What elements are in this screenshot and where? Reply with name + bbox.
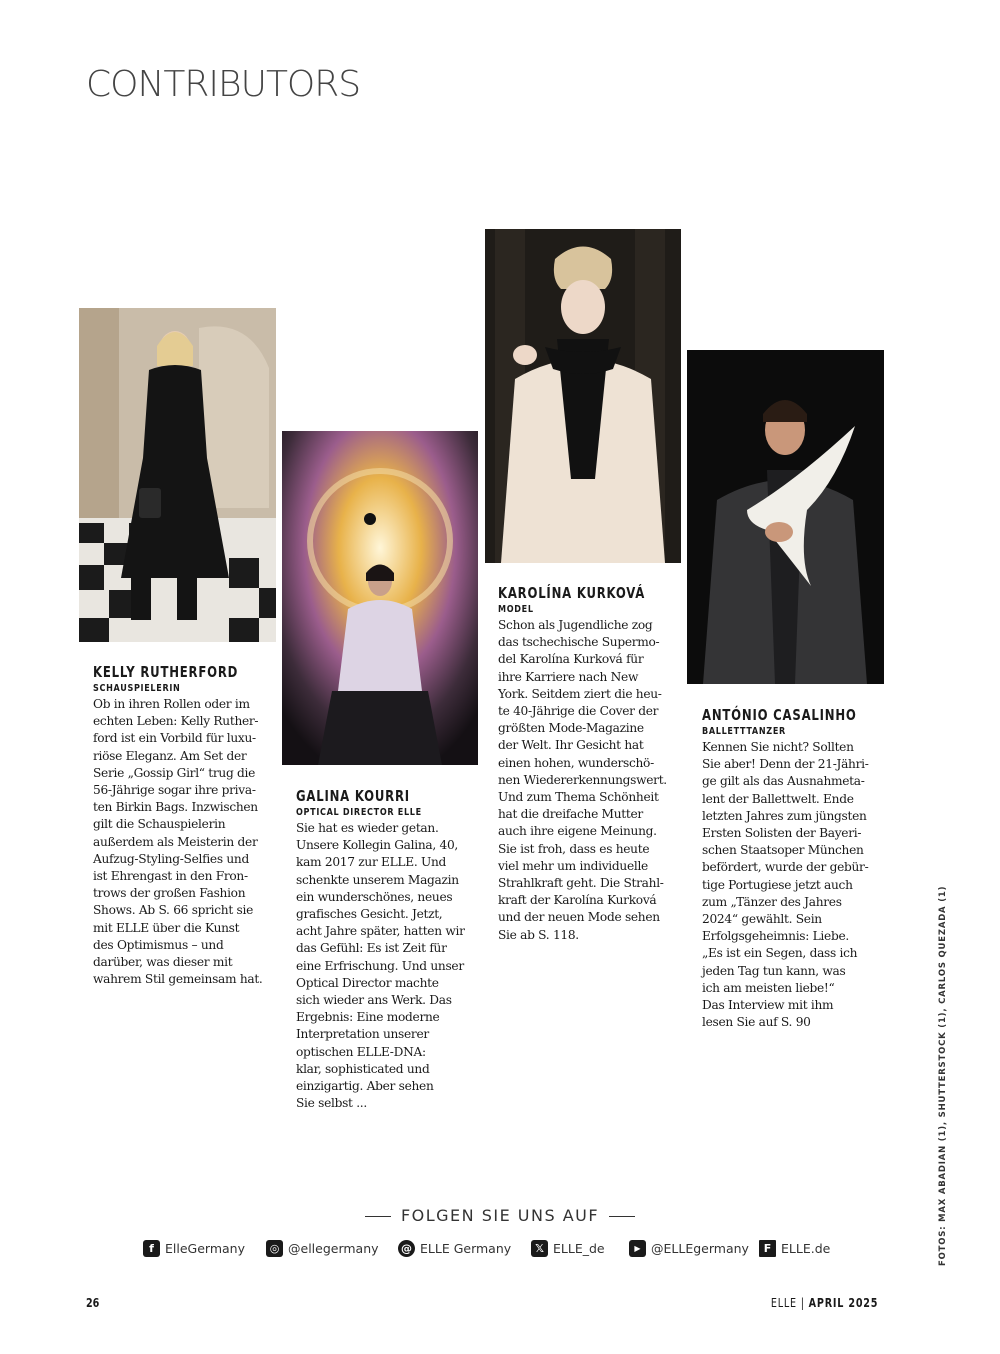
follow-heading-label: FOLGEN SIE UNS AUF [400,1206,600,1225]
photo-credit: FOTOS: MAX ABADIAN (1), SHUTTERSTOCK (1), CARLOS QUEZADA (1) [938,885,948,1266]
social-link-x[interactable] [531,1240,605,1257]
contributor-name: GALINA KOURRI [296,787,410,805]
galina-kourri-entry [296,787,476,1112]
social-handle: @ELLEgermany [651,1241,749,1256]
contributor-role: OPTICAL DIRECTOR ELLE [296,807,422,818]
contributor-role: BALLETTTÄNZER [702,726,786,737]
social-handle: @ellegermany [288,1241,379,1256]
contributor-name: KAROLÍNA KURKOVÁ [498,584,646,602]
social-handle: ELLE Germany [420,1241,512,1256]
social-handle: ELLE_de [553,1241,605,1256]
flipboard-icon: F [759,1240,776,1257]
contributor-bio: Ob in ihren Rollen oder im echten Leben: Kelly Ruther- ford ist ein Vorbild für luxu- riöse Eleganz. Am Set der Serie „Gossip Girl“ trug die 56-Jährige sogar ihre priva- ten Birkin Bags. Inzwischen gilt die Schauspielerin außerdem als Meisterin der Aufzug-Styling-Selfies und ist Ehrengast in den Fron- trows der großen Fashion Shows. Ab S. 66 spricht sie mit ELLE über die Kunst des Optimismus – und darüber, was dieser mit wahrem Stil gemeinsam hat. [93,697,263,987]
contributor-name: ANTÓNIO CASALINHO [702,706,857,724]
galina-kourri-photo [282,431,478,765]
footer-separator: | [800,1296,805,1310]
youtube-icon: ▶ [629,1240,646,1257]
kelly-rutherford-photo [79,308,276,642]
page-number: 26 [86,1296,100,1310]
divider [365,1216,391,1217]
karolina-kurkova-photo [485,229,681,563]
contributor-bio: Schon als Jugendliche zog das tschechische Supermo- del Karolína Kurková für ihre Karriere nach New York. Seitdem ziert die heu- te 40-Jährige die Cover der größten Mode-Magazine der Welt. Ihr Gesicht hat einen hohen, wunderschö- nen Wiedererkennungswert. Und zum Thema Schönheit hat die dreifache Mutter auch ihre eigene Meinung. Sie ist froh, dass es heute viel mehr um individuelle Strahlkraft geht. Die Strahl- kraft der Karolína Kurková und der neuen Mode sehen Sie ab S. 118. [498,618,667,942]
contributor-bio: Kennen Sie nicht? Sollten Sie aber! Denn der 21-Jähri- ge gilt als das Ausnahmeta- lent der Ballettwelt. Ende letzten Jahres zum jüngsten Ersten Solisten der Bayeri- schen Staatsoper München befördert, wurde der gebür- tige Portugiese jetzt auch zum „Tänzer des Jahres 2024“ gewählt. Sein Erfolgsgeheimnis: Liebe. „Es ist ein Segen, dass ich jeden Tag tun kann, was ich am meisten liebe!“ Das Interview mit ihm lesen Sie auf S. 90 [702,740,869,1030]
footer-issue: APRIL 2025 [808,1296,878,1310]
page-title: CONTRIBUTORS [86,64,361,105]
social-link-facebook[interactable] [143,1240,245,1257]
contributor-name: KELLY RUTHERFORD [93,663,239,681]
kelly-rutherford-entry [93,663,273,988]
contributor-role: SCHAUSPIELERIN [93,683,181,694]
contributor-bio: Sie hat es wieder getan. Unsere Kollegin Galina, 40, kam 2017 zur ELLE. Und schenkte unserem Magazin ein wunderschönes, neues grafisches Gesicht. Jetzt, acht Jahre später, hatten wir das Gefühl: Es ist Zeit für eine Erfrischung. Und unser Optical Director machte sich wieder ans Werk. Das Ergebnis: Eine moderne Interpretation unserer optischen ELLE-DNA: klar, sophisticated und einzigartig. Aber sehen Sie selbst ... [296,821,465,1111]
follow-heading [0,1206,1000,1225]
social-handle: ElleGermany [165,1241,245,1256]
contributor-role: MODEL [498,604,534,615]
social-handle: ELLE.de [781,1241,831,1256]
social-link-flipboard[interactable] [759,1240,830,1257]
facebook-icon: f [143,1240,160,1257]
divider [609,1216,635,1217]
threads-icon: @ [398,1240,415,1257]
social-link-threads[interactable] [398,1240,511,1257]
antonio-casalinho-photo [687,350,884,684]
social-links [0,1240,1000,1262]
footer-brand: ELLE [770,1296,797,1310]
karolina-kurkova-entry [498,584,678,944]
social-link-instagram[interactable] [266,1240,379,1257]
social-link-youtube[interactable] [629,1240,749,1257]
antonio-casalinho-entry [702,706,882,1031]
footer-issue-info [771,1296,878,1310]
instagram-icon: ◎ [266,1240,283,1257]
x-icon: 𝕏 [531,1240,548,1257]
